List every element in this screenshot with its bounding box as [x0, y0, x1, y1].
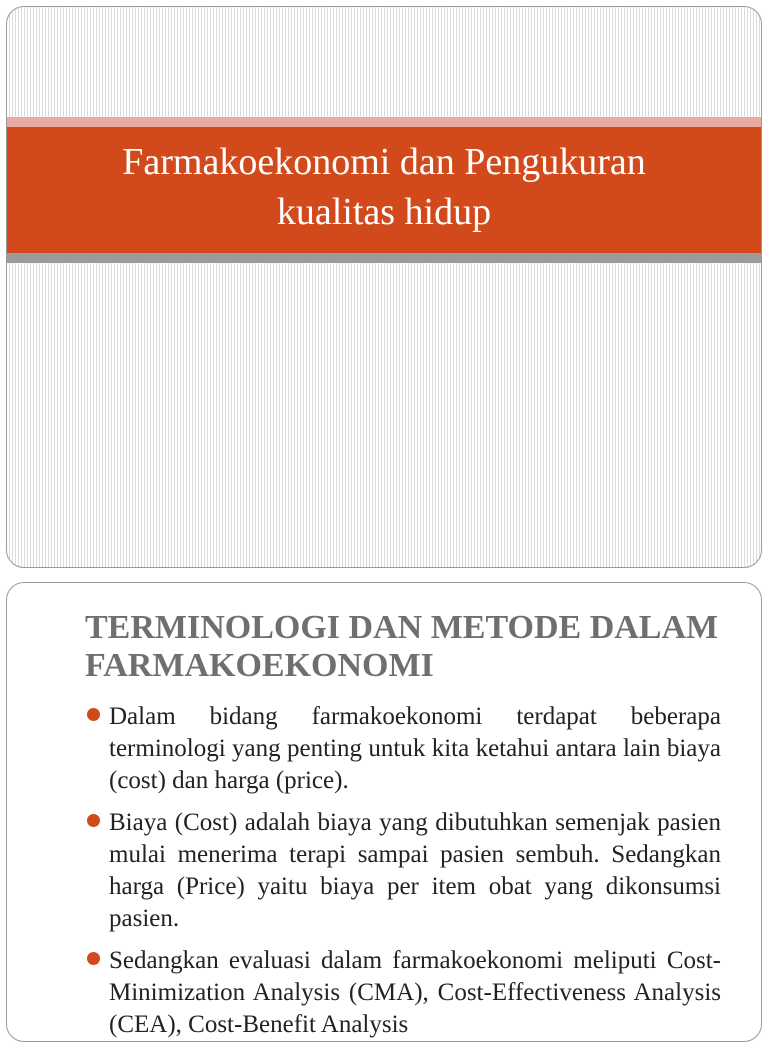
title-slide	[6, 6, 762, 568]
slide-title: Farmakoekonomi dan Pengukuran kualitas hidup	[122, 141, 646, 233]
bullet-list	[85, 701, 721, 1042]
bullet-text: Sedangkan evaluasi dalam farmakoekonomi meliputi Cost-Minimization Analysis (CMA), Cost-Effectiveness Analysis (CEA), Cost-Benefit Analysis	[109, 947, 721, 1038]
content-heading: TERMINOLOGI DAN METODE DALAM FARMAKOEKONOMI	[85, 609, 719, 684]
bullet-dot-icon	[87, 708, 100, 721]
title-band-bottom-stripe	[7, 253, 761, 263]
content-slide	[6, 582, 762, 1042]
title-band-top-stripe	[7, 117, 761, 127]
bullet-dot-icon	[87, 814, 100, 827]
bullet-text: Biaya (Cost) adalah biaya yang dibutuhkan semenjak pasien mulai menerima terapi sampai pasien sembuh. Sedangkan harga (Price) yaitu biaya per item obat yang dikonsumsi pasien.	[109, 809, 721, 932]
bullet-item	[85, 945, 721, 1041]
bullet-item	[85, 807, 721, 935]
title-band	[7, 127, 761, 253]
bullet-text: Dalam bidang farmakoekonomi terdapat beberapa terminologi yang penting untuk kita ketahui antara lain biaya (cost) dan harga (price).	[109, 703, 721, 794]
bullet-item	[85, 701, 721, 797]
bullet-dot-icon	[87, 952, 100, 965]
